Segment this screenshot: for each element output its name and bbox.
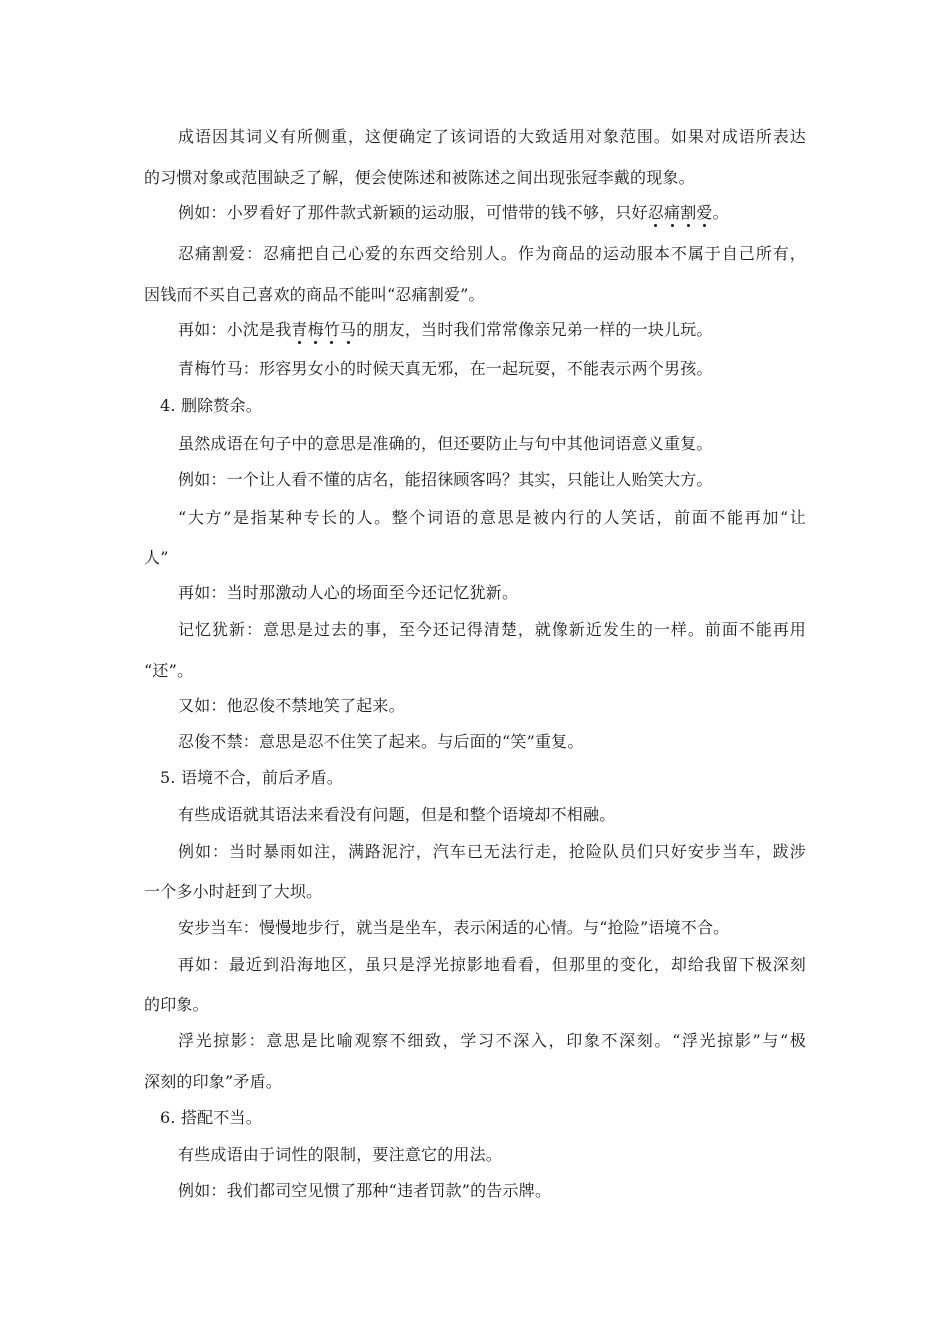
example-line: 一个多小时赶到了大坝。 [144, 882, 323, 901]
section-heading: 6. 搭配不当。 [160, 1108, 262, 1127]
explanation-line: 浮光掠影：意思是比喻观察不细致，学习不深入，印象不深刻。“浮光掠影”与“极 [178, 1031, 806, 1050]
example-line: 再如：小沈是我青梅竹马的朋友，当时我们常常像亲兄弟一样的一块儿玩。 [178, 320, 713, 339]
section-intro: 有些成语就其语法来看没有问题，但是和整个语境却不相融。 [178, 805, 616, 824]
explanation-line: 人” [144, 548, 169, 567]
example-line: 的印象。 [144, 995, 209, 1014]
section-intro: 虽然成语在句子中的意思是准确的，但还要防止与句中其他词语意义重复。 [178, 434, 713, 453]
explanation-line: “还”。 [144, 661, 194, 680]
emphasis-dots-text: 青梅竹马 [291, 320, 357, 339]
explanation-line: 深刻的印象”矛盾。 [144, 1072, 282, 1091]
example-line: 例如：小罗看好了那件款式新颖的运动服，可惜带的钱不够，只好忍痛割爱。 [178, 203, 729, 222]
example-line: 再如：最近到沿海地区，虽只是浮光掠影地看看，但那里的变化，却给我留下极深刻 [178, 955, 806, 974]
paragraph-line: 成语因其词义有所侧重，这便确定了该词语的大致适用对象范围。如果对成语所表达 [178, 127, 806, 146]
emphasis-dots-text: 忍痛割爱 [647, 203, 713, 222]
example-line: 再如：当时那激动人心的场面至今还记忆犹新。 [178, 583, 519, 602]
explanation-line: 记忆犹新：意思是过去的事，至今还记得清楚，就像新近发生的一样。前面不能再用 [178, 620, 806, 639]
section-heading: 5. 语境不合，前后矛盾。 [160, 768, 343, 787]
paragraph-line: 的习惯对象或范围缺乏了解，便会使陈述和被陈述之间出现张冠李戴的现象。 [144, 168, 695, 187]
example-line: 例如：当时暴雨如注，满路泥泞，汽车已无法行走，抢险队员们只好安步当车，跋涉 [178, 842, 806, 861]
explanation-line: 因钱而不买自己喜欢的商品不能叫“忍痛割爱”。 [144, 285, 485, 304]
example-line: 例如：一个让人看不懂的店名，能招徕顾客吗？其实，只能让人贻笑大方。 [178, 470, 713, 489]
explanation-line: 青梅竹马：形容男女小的时候天真无邪，在一起玩耍，不能表示两个男孩。 [178, 359, 713, 378]
explanation-line: “大方”是指某种专长的人。整个词语的意思是被内行的人笑话，前面不能再加“让 [178, 508, 806, 527]
explanation-line: 安步当车：慢慢地步行，就当是坐车，表示闲适的心情。与“抢险”语境不合。 [178, 918, 730, 937]
example-line: 又如：他忍俊不禁地笑了起来。 [178, 696, 405, 715]
section-heading: 4. 删除赘余。 [160, 396, 262, 415]
section-intro: 有些成语由于词性的限制，要注意它的用法。 [178, 1145, 503, 1164]
explanation-line: 忍痛割爱：忍痛把自己心爱的东西交给别人。作为商品的运动服本不属于自己所有， [178, 244, 806, 263]
explanation-line: 忍俊不禁：意思是忍不住笑了起来。与后面的“笑”重复。 [178, 732, 584, 751]
example-line: 例如：我们都司空见惯了那种“违者罚款”的告示牌。 [178, 1181, 552, 1200]
